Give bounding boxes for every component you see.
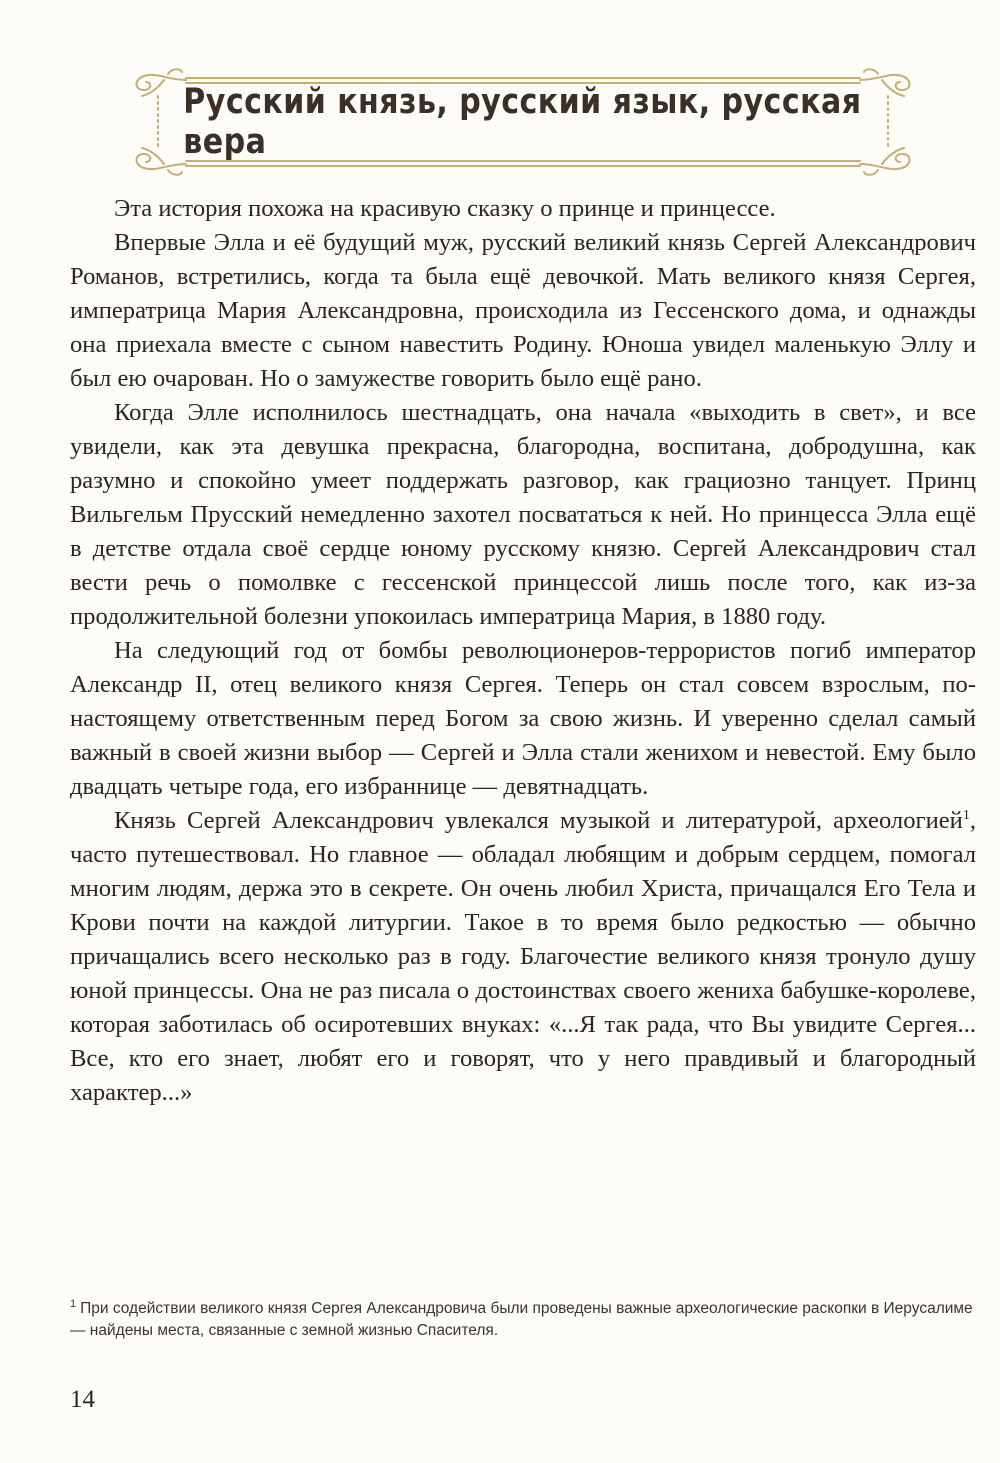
page-number: 14 [70,1386,95,1413]
paragraph: Когда Элле исполнилось шестнадцать, она начала «выходить в свет», и все увидели, как эта девушка прекрасна, благородна, воспитана, добродушна, как разумно и спокойно умеет поддержать разговор, как грациозно танцует. Принц Вильгельм Прусский немедленно захотел посвататься к ней. Но принцесса Элла ещё в детстве отдала своё сердце юному русскому князю. Сергей Александрович стал вести речь о помолвке с гессенской принцессой лишь после того, как из-за продолжительной болезни упокоилась императрица Мария, в 1880 году. [70,399,976,630]
paragraph: Эта история похожа на красивую сказку о принце и принцессе. [114,195,776,222]
title-banner [128,66,918,178]
paragraph-text: , часто путешествовал. Но главное — обладал любящим и добрым сердцем, помогал многим людям, держа это в секрете. Он очень любил Христа, причащался Его Тела и Крови почти на каждой литургии. Такое в то время было редкостью — обычно причащались всего несколько раз в году. Благочестие великого князя тронуло душу юной принцессы. Она не раз писала о достоинствах своего жениха бабушке-королеве, которая заботилась об осиротевших внуках: «...Я так рада, что Вы увидите Сергея... Все, кто его знает, любят его и говорят, что у него правдивый и благородный характер...» [70,807,976,1106]
body-text [70,192,976,1110]
footnote-mark: 1 [70,1298,77,1310]
footnote [70,1293,976,1342]
paragraph-text: Князь Сергей Александрович увлекался музыкой и литературой, археологией [114,807,963,834]
paragraph: Впервые Элла и её будущий муж, русский великий князь Сергей Александрович Романов, встретились, когда та была ещё девочкой. Мать великого князя Сергея, императрица Мария Александровна, происходила из Гессенского дома, и однажды она приехала вместе с сыном навестить Родину. Юноша увидел маленькую Эллу и был ею очарован. Но о замужестве говорить было ещё рано. [70,229,976,392]
footnote-reference: 1 [962,807,970,823]
paragraph: На следующий год от бомбы революционеров-террористов погиб император Александр II, отец великого князя Сергея. Теперь он стал совсем взрослым, по-настоящему ответственным перед Богом за свою жизнь. И уверенно сделал самый важный в своей жизни выбор — Сергей и Элла стали женихом и невестой. Ему было двадцать четыре года, его избраннице — девятнадцать. [70,637,976,800]
footnote-text: При содействии великого князя Сергея Александровича были проведены важные археологические раскопки в Иерусалиме — найдены места, связанные с земной жизнью Спасителя. [70,1300,973,1340]
paragraph [70,804,976,1110]
page-title: Русский князь, русский язык, русская вера [183,82,862,162]
